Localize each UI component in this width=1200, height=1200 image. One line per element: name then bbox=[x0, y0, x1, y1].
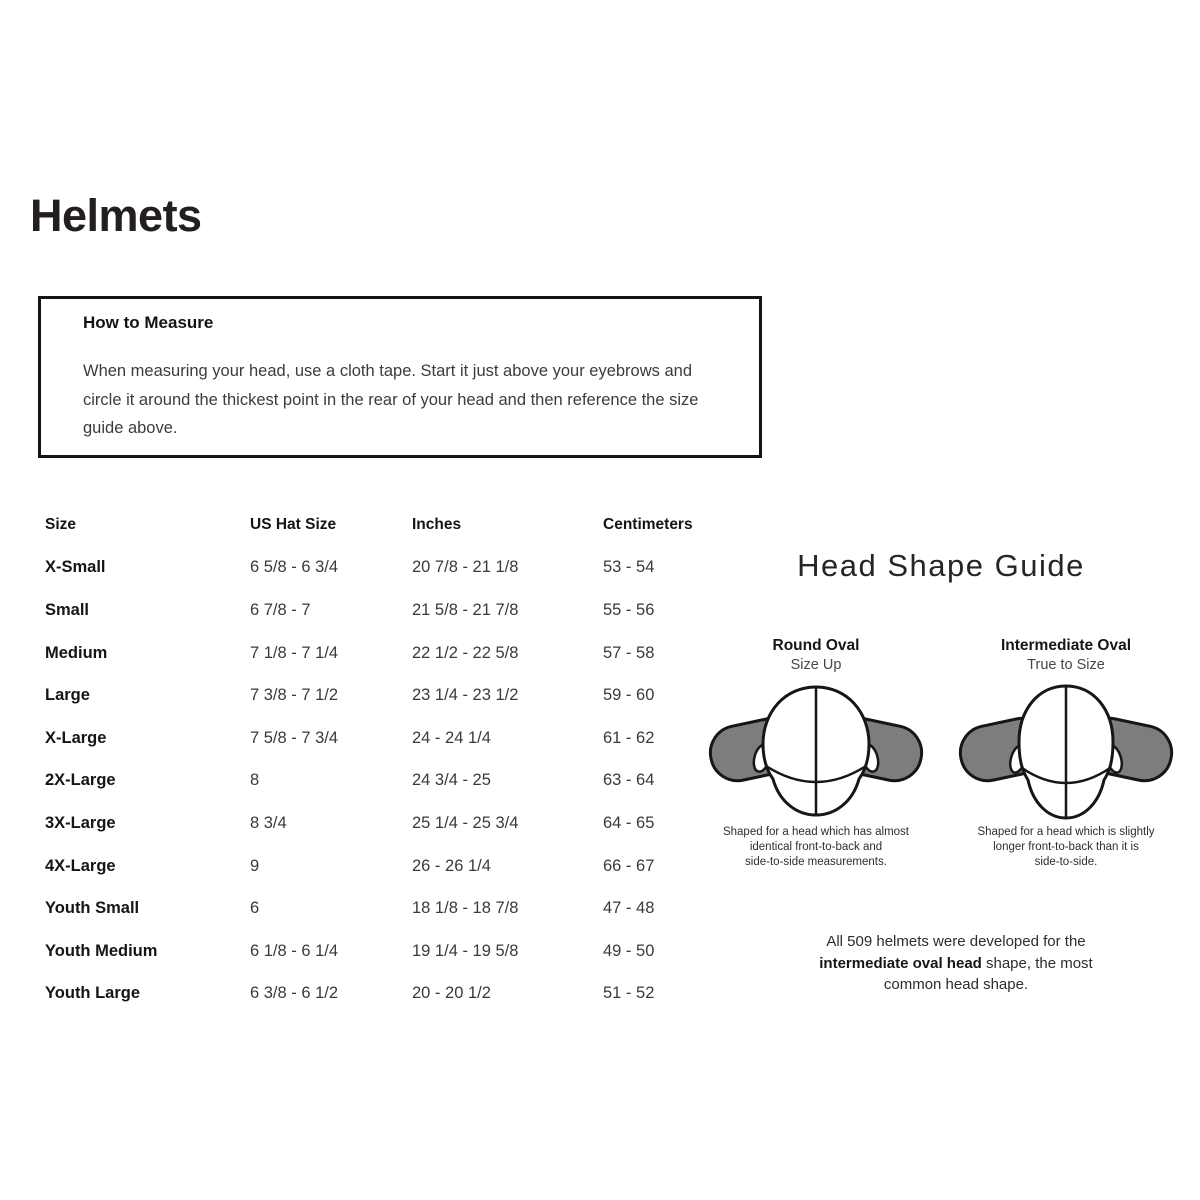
size-table bbox=[45, 504, 753, 1015]
centimeters-cell: 66 - 67 bbox=[603, 856, 655, 875]
table-row bbox=[45, 717, 753, 760]
helmet-development-note bbox=[775, 931, 1137, 996]
size-cell: 2X-Large bbox=[45, 771, 116, 790]
centimeters-cell: 51 - 52 bbox=[603, 984, 655, 1003]
centimeters-cell: 61 - 62 bbox=[603, 728, 655, 747]
inches-cell: 20 7/8 - 21 1/8 bbox=[412, 558, 519, 577]
caption-line: longer front-to-back than it is bbox=[993, 840, 1139, 853]
inches-cell: 23 1/4 - 23 1/2 bbox=[412, 686, 519, 705]
size-cell: X-Small bbox=[45, 558, 106, 577]
table-row bbox=[45, 632, 753, 675]
table-row bbox=[45, 547, 753, 590]
how-to-measure-text: When measuring your head, use a cloth tape. Start it just above your eyebrows and circle it around the thickest point in the rear of your head and then reference the size guide above. bbox=[83, 362, 699, 437]
hat-size-cell: 6 3/8 - 6 1/2 bbox=[250, 984, 339, 1003]
centimeters-cell: 53 - 54 bbox=[603, 558, 655, 577]
inches-cell: 18 1/8 - 18 7/8 bbox=[412, 899, 519, 918]
size-table-body bbox=[45, 547, 753, 1016]
inches-cell: 19 1/4 - 19 5/8 bbox=[412, 941, 519, 960]
caption-line: side-to-side measurements. bbox=[745, 855, 887, 868]
size-cell: Small bbox=[45, 600, 90, 619]
size-cell: Large bbox=[45, 686, 90, 705]
table-row bbox=[45, 930, 753, 973]
header-centimeters: Centimeters bbox=[603, 516, 693, 534]
inches-cell: 20 - 20 1/2 bbox=[412, 984, 491, 1003]
hat-size-cell: 6 1/8 - 6 1/4 bbox=[250, 941, 339, 960]
page-title: Helmets bbox=[30, 190, 202, 241]
size-cell: 3X-Large bbox=[45, 813, 116, 832]
centimeters-cell: 49 - 50 bbox=[603, 941, 655, 960]
caption-line: Shaped for a head which has almost bbox=[722, 826, 910, 838]
size-table-header-row bbox=[45, 504, 753, 547]
header-inches: Inches bbox=[412, 516, 462, 534]
size-cell: Youth Medium bbox=[45, 941, 158, 960]
note-line-3: common head shape. bbox=[883, 976, 1029, 993]
round-oval-fit: Size Up bbox=[790, 657, 842, 673]
hat-size-cell: 8 bbox=[250, 771, 260, 790]
size-cell: Youth Large bbox=[45, 984, 141, 1003]
header-size: Size bbox=[45, 516, 77, 534]
hat-size-cell: 8 3/4 bbox=[250, 813, 287, 832]
caption-line: Shaped for a head which is slightly bbox=[977, 826, 1155, 838]
inches-cell: 21 5/8 - 21 7/8 bbox=[412, 600, 519, 619]
table-row bbox=[45, 760, 753, 803]
note-bold-phrase: intermediate oval head bbox=[819, 954, 982, 972]
table-row bbox=[45, 973, 753, 1016]
size-cell: X-Large bbox=[45, 728, 107, 747]
intermediate-oval-caption bbox=[944, 825, 1188, 869]
hat-size-cell: 9 bbox=[250, 856, 260, 875]
hat-size-cell: 6 5/8 - 6 3/4 bbox=[250, 558, 339, 577]
centimeters-cell: 47 - 48 bbox=[603, 899, 655, 918]
centimeters-cell: 63 - 64 bbox=[603, 771, 655, 790]
inches-cell: 25 1/4 - 25 3/4 bbox=[412, 813, 519, 832]
hat-size-cell: 6 7/8 - 7 bbox=[250, 600, 311, 619]
round-oval-caption bbox=[694, 825, 938, 869]
intermediate-oval-name: Intermediate Oval bbox=[1000, 637, 1132, 654]
hat-size-cell: 7 5/8 - 7 3/4 bbox=[250, 728, 339, 747]
caption-line: side-to-side. bbox=[1034, 855, 1098, 868]
caption-line: identical front-to-back and bbox=[749, 840, 883, 853]
size-cell: 4X-Large bbox=[45, 856, 116, 875]
hat-size-cell: 7 3/8 - 7 1/2 bbox=[250, 686, 339, 705]
hat-size-cell: 7 1/8 - 7 1/4 bbox=[250, 643, 339, 662]
size-cell: Medium bbox=[45, 643, 108, 662]
round-oval-name: Round Oval bbox=[772, 637, 860, 654]
inches-cell: 22 1/2 - 22 5/8 bbox=[412, 643, 519, 662]
intermediate-oval-head-figure-icon bbox=[956, 682, 1176, 827]
table-row bbox=[45, 674, 753, 717]
note-line-2-rest: shape, the most bbox=[981, 954, 1093, 972]
table-row bbox=[45, 802, 753, 845]
head-shape-guide-title: Head Shape Guide bbox=[797, 548, 1085, 583]
table-row bbox=[45, 887, 753, 930]
centimeters-cell: 59 - 60 bbox=[603, 686, 655, 705]
round-oval-head-figure-icon bbox=[706, 682, 926, 827]
inches-cell: 26 - 26 1/4 bbox=[412, 856, 491, 875]
centimeters-cell: 55 - 56 bbox=[603, 600, 655, 619]
note-line-1: All 509 helmets were developed for the bbox=[826, 933, 1086, 950]
header-us-hat-size: US Hat Size bbox=[250, 516, 337, 534]
intermediate-oval-label bbox=[956, 637, 1176, 673]
inches-cell: 24 3/4 - 25 bbox=[412, 771, 491, 790]
how-to-measure-box bbox=[38, 296, 762, 458]
size-cell: Youth Small bbox=[45, 899, 140, 918]
centimeters-cell: 57 - 58 bbox=[603, 643, 655, 662]
note-line-2 bbox=[775, 953, 1137, 975]
table-row bbox=[45, 589, 753, 632]
inches-cell: 24 - 24 1/4 bbox=[412, 728, 491, 747]
table-row bbox=[45, 845, 753, 888]
intermediate-oval-fit: True to Size bbox=[1027, 657, 1105, 673]
centimeters-cell: 64 - 65 bbox=[603, 813, 655, 832]
round-oval-label bbox=[706, 637, 926, 673]
how-to-measure-heading: How to Measure bbox=[83, 313, 214, 332]
hat-size-cell: 6 bbox=[250, 899, 260, 918]
